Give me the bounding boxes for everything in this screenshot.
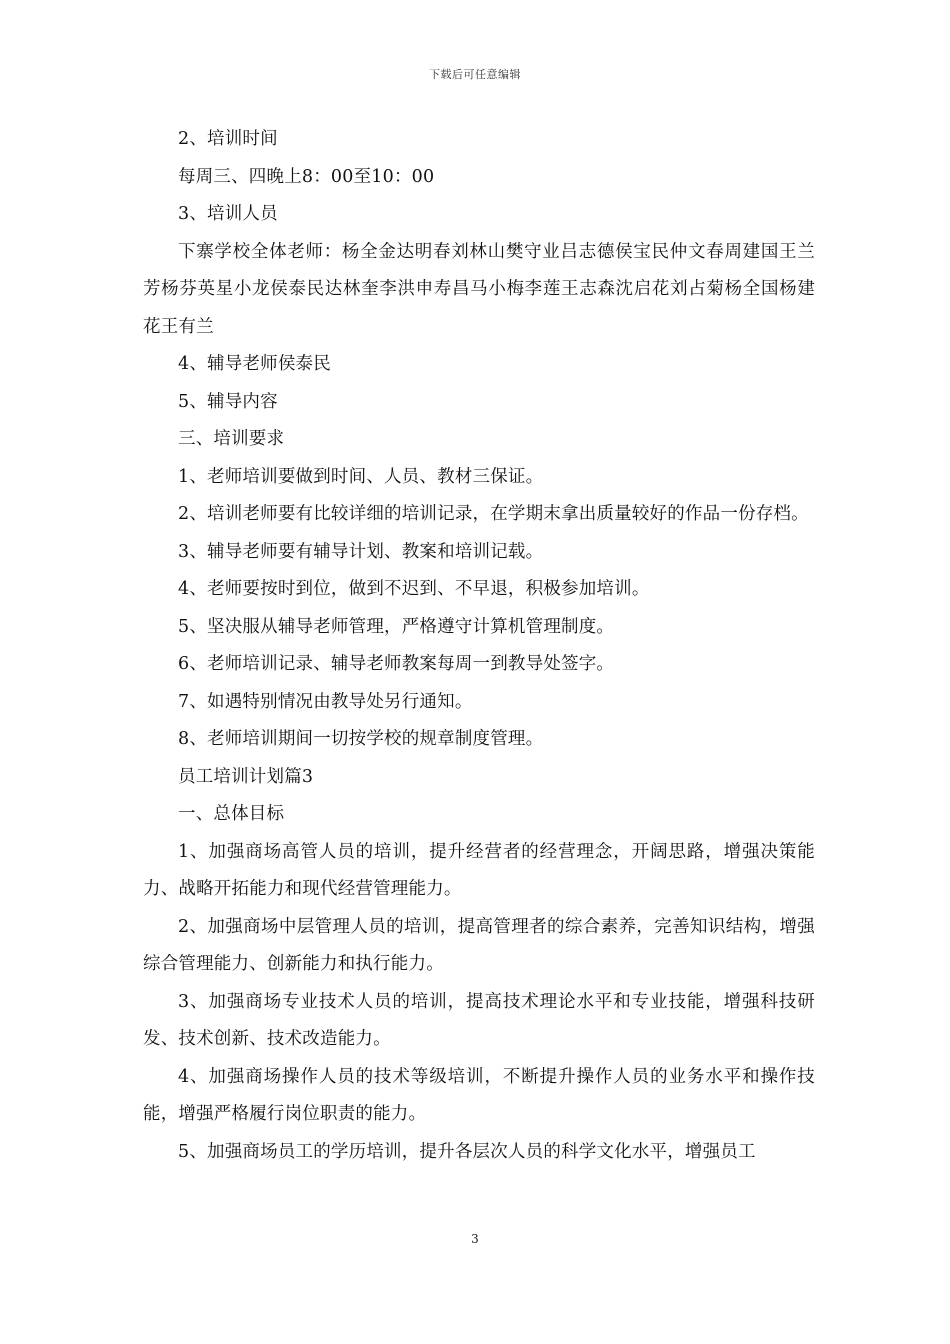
requirement-item: 7、如遇特别情况由教导处另行通知。	[178, 691, 473, 712]
requirement-item: 2、培训老师要有比较详细的培训记录，在学期末拿出质量较好的作品一份存档。	[178, 504, 809, 524]
requirement-item: 8、老师培训期间一切按学校的规章制度管理。	[178, 729, 544, 749]
paragraph-training-time: 每周三、四晚上8：00至10：00	[178, 166, 435, 187]
goal-item: 1、加强商场高管人员的培训，提升经营者的经营理念，开阔思路，增强决策能力、战略开拓能力和现代经营管理能力。	[143, 841, 815, 899]
requirement-item: 3、辅导老师要有辅导计划、教案和培训记载。	[178, 541, 544, 562]
requirement-item: 4、老师要按时到位，做到不迟到、不早退，积极参加培训。	[178, 579, 650, 599]
paragraph-tutoring-content: 5、辅导内容	[178, 391, 278, 412]
paragraph-training-staff-heading: 3、培训人员	[178, 204, 278, 224]
paragraph-training-time-heading: 2、培训时间	[178, 129, 278, 149]
document-body	[143, 121, 815, 1171]
section-heading-overall-goals: 一、总体目标	[178, 804, 285, 824]
section-heading-requirements: 三、培训要求	[178, 429, 285, 449]
goal-item: 3、加强商场专业技术人员的培训，提高技术理论水平和专业技能，增强科技研发、技术创新、技术改造能力。	[143, 991, 815, 1049]
requirement-item: 1、老师培训要做到时间、人员、教材三保证。	[178, 466, 544, 487]
goal-item: 4、加强商场操作人员的技术等级培训，不断提升操作人员的业务水平和操作技能，增强严格履行岗位职责的能力。	[143, 1066, 815, 1124]
goal-item: 2、加强商场中层管理人员的培训，提高管理者的综合素养，完善知识结构，增强综合管理能力、创新能力和执行能力。	[143, 916, 815, 974]
requirement-item: 5、坚决服从辅导老师管理，严格遵守计算机管理制度。	[178, 616, 615, 637]
section-title-plan-3: 员工培训计划篇3	[178, 766, 314, 787]
paragraph-tutor: 4、辅导老师侯泰民	[178, 354, 331, 374]
page-number: 3	[471, 1232, 479, 1246]
requirement-item: 6、老师培训记录、辅导老师教案每周一到教导处签字。	[178, 654, 615, 674]
goal-item: 5、加强商场员工的学历培训，提升各层次人员的科学文化水平，增强员工	[178, 1141, 756, 1162]
page-header: 下载后可任意编辑	[429, 68, 521, 81]
paragraph-training-staff-list: 下寨学校全体老师：杨全金达明春刘林山樊守业吕志德侯宝民仲文春周建国王兰芳杨芬英星小龙侯泰民达林奎李洪申寿昌马小梅李莲王志森沈启花刘占菊杨全国杨建花王有兰	[143, 241, 815, 337]
